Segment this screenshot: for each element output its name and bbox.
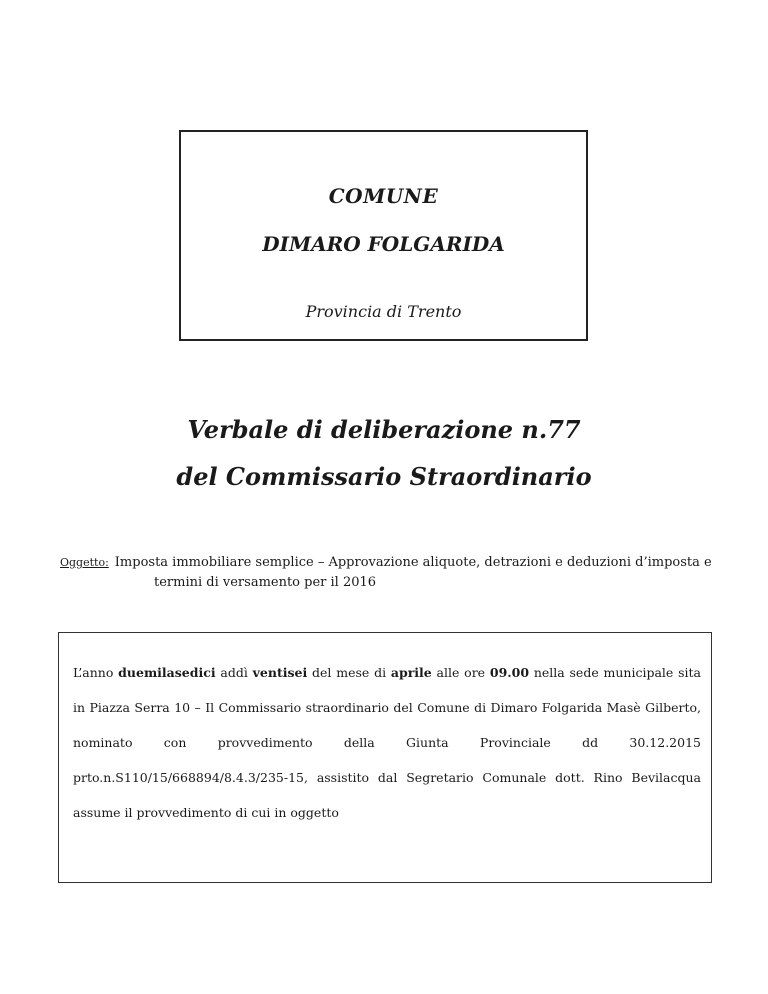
body-box [58,632,712,883]
header-box [179,130,588,341]
body-text: alle ore [431,665,490,680]
body-month: aprile [390,665,432,680]
document-title: Verbale di deliberazione n.77 [187,415,581,444]
subject-label: Oggetto: [60,556,109,569]
body-text: nella sede municipale sita in Piazza Serra 10 – Il Commissario straordinario del Comune di Dimaro Folgarida Masè Gilberto, nominato con provvedimento della Giunta Provinciale dd 30.12.2015 prto.n.S110/15/668894/8.4.3/235-15, assistito dal Segretario Comunale dott. Rino Bevilacqua assume il provvedimento di cui in oggetto [73,665,701,820]
body-text: addì [215,665,253,680]
subject-section [60,553,720,593]
body-text: del mese di [307,665,391,680]
subject-text-line2: termini di versamento per il 2016 [154,575,377,590]
body-text: L’anno [73,665,119,680]
subject-text-line1: Imposta immobiliare semplice – Approvazione aliquote, detrazioni e deduzioni d’imposta e [114,555,712,570]
body-day: ventisei [252,665,308,680]
comune-heading: COMUNE [328,184,439,208]
body-year: duemilasedici [118,665,216,680]
body-time: 09.00 [489,665,530,680]
document-subtitle: del Commissario Straordinario [176,462,592,491]
city-name: DIMARO FOLGARIDA [262,232,505,256]
province-name: Provincia di Trento [305,302,462,321]
